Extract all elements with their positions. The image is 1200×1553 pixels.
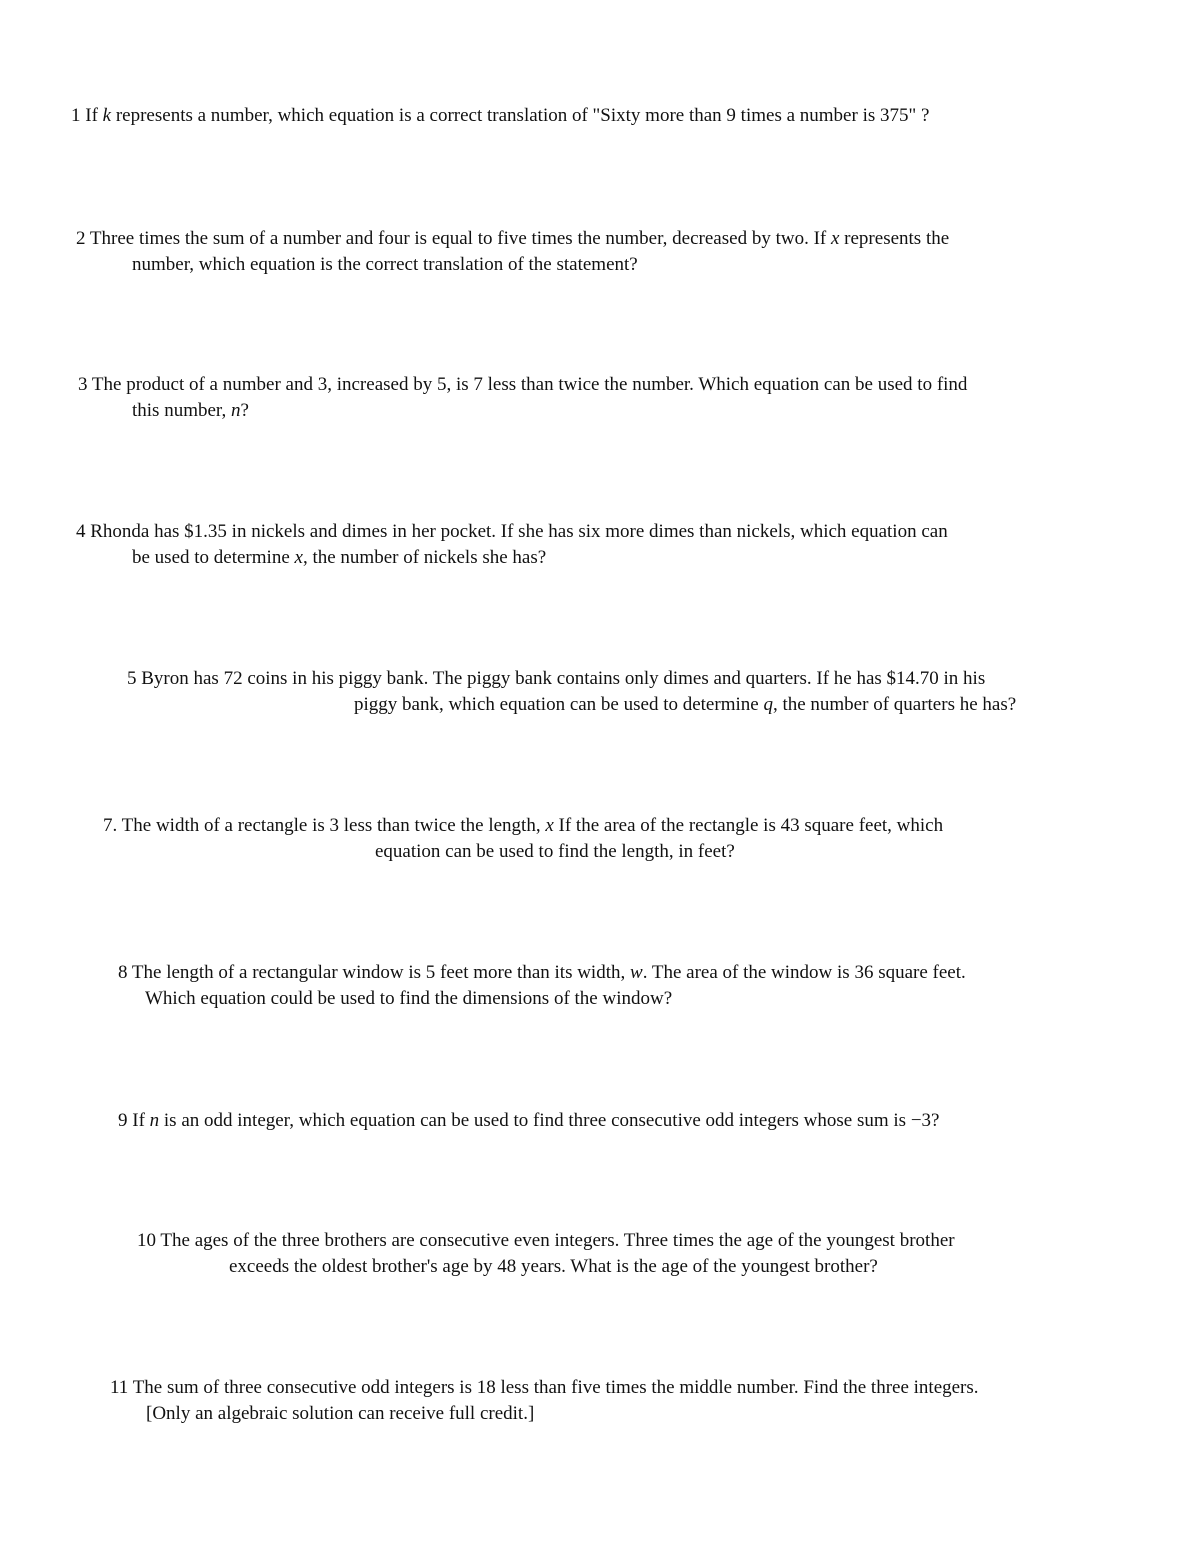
- question-9-line-1: 9 If n is an odd integer, which equation can be used to find three consecutive odd integers whose sum is −3?: [118, 1110, 940, 1131]
- variable-k: k: [102, 105, 112, 126]
- question-3-line-2: this number, n?: [132, 400, 249, 421]
- question-10-line-2: exceeds the oldest brother's age by 48 years. What is the age of the youngest brother?: [229, 1256, 878, 1277]
- question-8-line-1: 8 The length of a rectangular window is 5 feet more than its width, w. The area of the window is 36 square feet.: [118, 962, 966, 983]
- variable-n: n: [149, 1110, 160, 1131]
- question-8: [118, 960, 966, 1012]
- question-3-line-1: 3 The product of a number and 3, increased by 5, is 7 less than twice the number. Which equation can be used to find: [78, 374, 968, 395]
- question-3: [78, 372, 967, 424]
- question-2-line-2: number, which equation is the correct translation of the statement?: [132, 254, 638, 275]
- question-4: [76, 519, 948, 571]
- question-1: [71, 103, 929, 129]
- question-11: [110, 1375, 979, 1427]
- question-5-line-2: piggy bank, which equation can be used to determine q, the number of quarters he has?: [354, 694, 1017, 715]
- question-10-line-1: 10 The ages of the three brothers are consecutive even integers. Three times the age of the youngest brother: [137, 1230, 955, 1251]
- variable-n: n: [230, 400, 241, 421]
- question-5: [127, 666, 1016, 718]
- question-7-line-2: equation can be used to find the length, in feet?: [375, 841, 735, 862]
- question-5-line-1: 5 Byron has 72 coins in his piggy bank. The piggy bank contains only dimes and quarters. If he has $14.70 in his: [127, 668, 986, 689]
- variable-x: x: [545, 815, 554, 836]
- question-10: [137, 1228, 955, 1280]
- question-1-line-1: 1 If k represents a number, which equation is a correct translation of "Sixty more than 9 times a number is 375" ?: [71, 105, 930, 126]
- question-11-line-1: 11 The sum of three consecutive odd integers is 18 less than five times the middle number. Find the three integers.: [110, 1377, 979, 1398]
- question-9: [118, 1108, 939, 1134]
- question-4-line-2: be used to determine x, the number of nickels she has?: [132, 547, 547, 568]
- variable-x: x: [830, 228, 840, 249]
- question-2-line-1: 2 Three times the sum of a number and four is equal to five times the number, decreased by two. If x represents the: [76, 228, 950, 249]
- variable-q: q: [763, 694, 773, 715]
- question-4-line-1: 4 Rhonda has $1.35 in nickels and dimes in her pocket. If she has six more dimes than nickels, which equation can: [76, 521, 948, 542]
- question-11-line-2: [Only an algebraic solution can receive full credit.]: [146, 1403, 535, 1424]
- question-7: [103, 813, 943, 865]
- variable-x: x: [294, 547, 303, 568]
- variable-w: w: [630, 962, 643, 983]
- question-8-line-2: Which equation could be used to find the dimensions of the window?: [145, 988, 673, 1009]
- question-2: [76, 226, 949, 278]
- question-7-line-1: 7. The width of a rectangle is 3 less than twice the length, x If the area of the rectangle is 43 square feet, which: [103, 815, 944, 836]
